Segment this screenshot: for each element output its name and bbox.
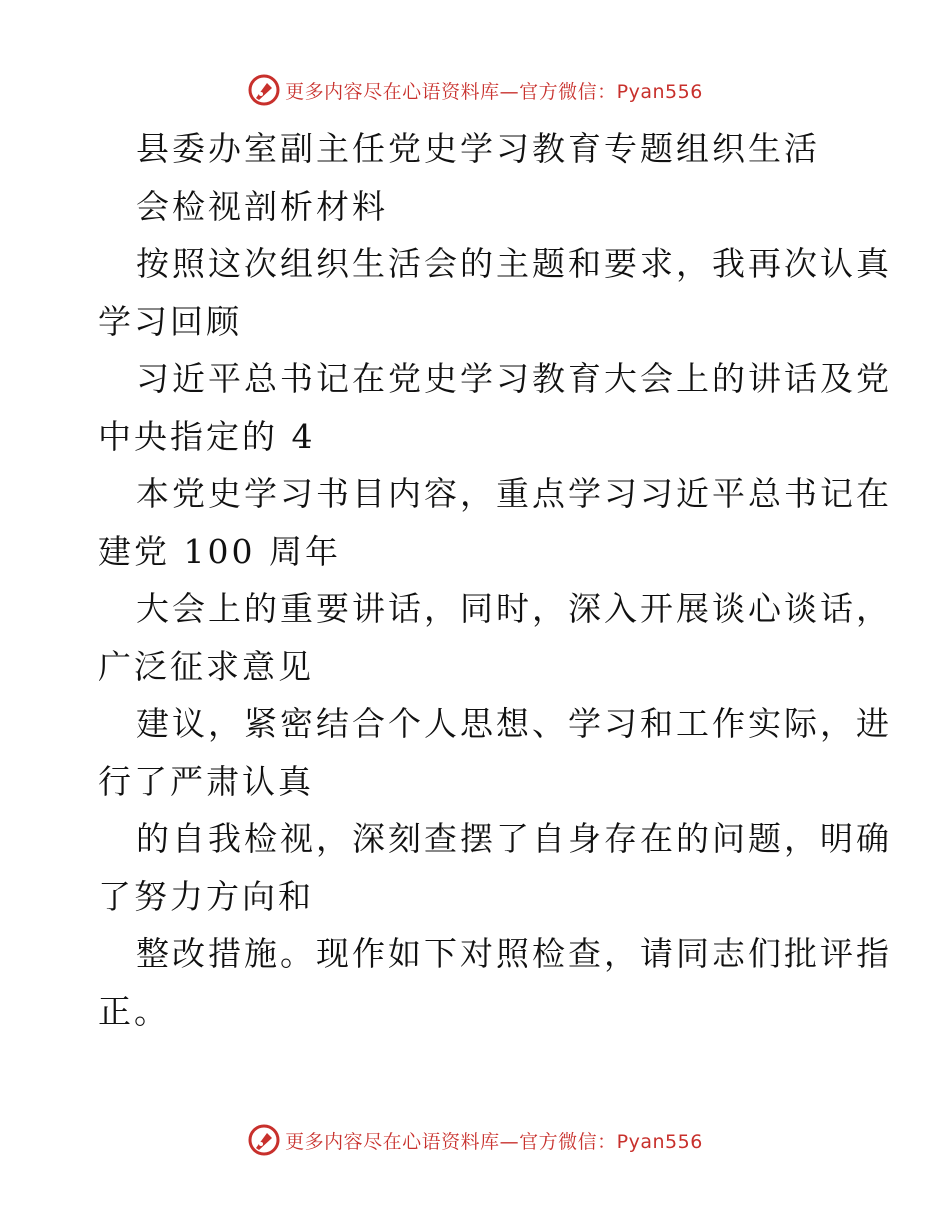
- paragraph-line: 整改措施。现作如下对照检查，请同志们批评指: [136, 934, 892, 973]
- footer-banner: [0, 1120, 950, 1160]
- footer-banner-text: 更多内容尽在心语资料库—官方微信：Pyan556: [285, 1130, 703, 1153]
- document-body: [98, 120, 892, 1040]
- paragraph-line: 了努力方向和: [98, 876, 314, 916]
- paragraph-line: 行了严肃认真: [98, 761, 314, 801]
- header-banner: [0, 70, 950, 110]
- paragraph-line: 建党 100 周年: [98, 531, 341, 571]
- paragraph-line: 广泛征求意见: [98, 646, 314, 686]
- document-title-line-2: 会检视剖析材料: [136, 186, 388, 226]
- paragraph-line: 习近平总书记在党史学习教育大会上的讲话及党: [136, 359, 892, 398]
- pen-nib-logo-icon: [247, 1123, 281, 1157]
- paragraph-line: 建议，紧密结合个人思想、学习和工作实际，进: [136, 704, 892, 743]
- document-title-line-1: 县委办室副主任党史学习教育专题组织生活: [136, 129, 820, 168]
- paragraph-line: 大会上的重要讲话，同时，深入开展谈心谈话，: [136, 589, 892, 628]
- paragraph-line: 学习回顾: [98, 301, 242, 341]
- paragraph-line: 按照这次组织生活会的主题和要求，我再次认真: [136, 244, 892, 283]
- paragraph-line: 中央指定的 4: [98, 416, 316, 456]
- paragraph-line: 本党史学习书目内容，重点学习习近平总书记在: [136, 474, 892, 513]
- header-banner-text: 更多内容尽在心语资料库—官方微信：Pyan556: [285, 80, 703, 103]
- paragraph-line: 正。: [98, 991, 170, 1031]
- pen-nib-logo-icon: [247, 73, 281, 107]
- paragraph-line: 的自我检视，深刻查摆了自身存在的问题，明确: [136, 819, 892, 858]
